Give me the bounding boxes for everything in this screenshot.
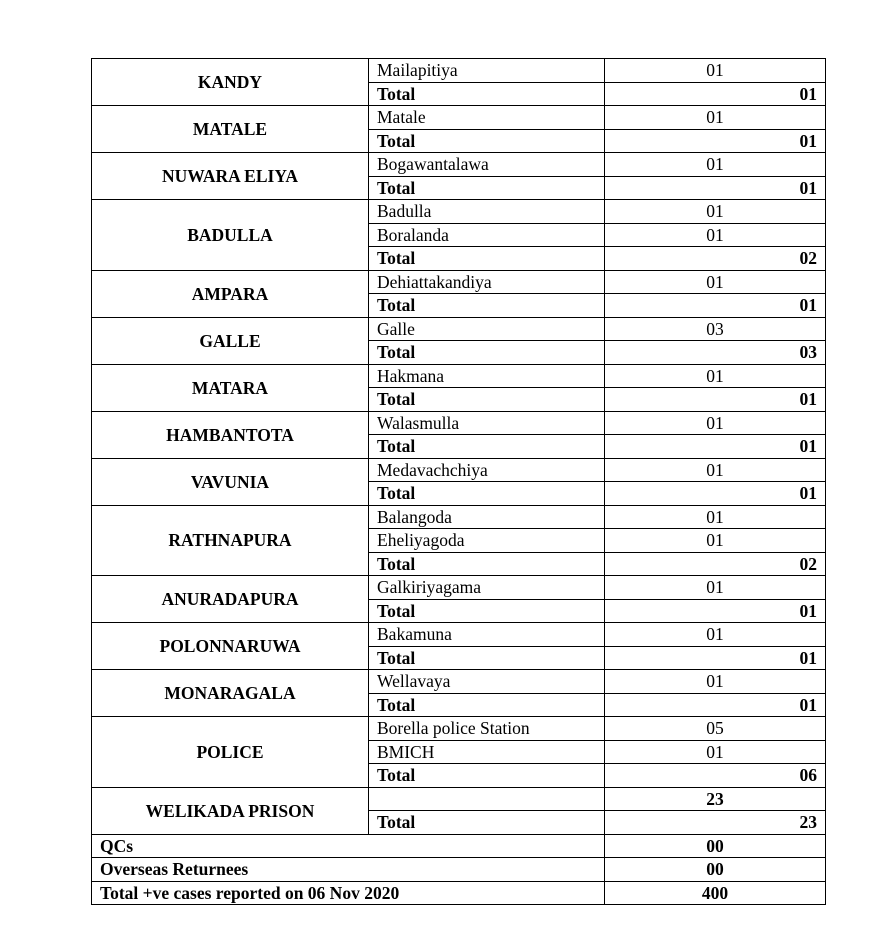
summary-value: 00 xyxy=(605,858,826,882)
district-total: 01 xyxy=(605,482,826,506)
table-row xyxy=(92,364,826,388)
summary-value: 00 xyxy=(605,834,826,858)
table-row xyxy=(92,717,826,741)
total-label: Total xyxy=(369,811,605,835)
district-total: 03 xyxy=(605,341,826,365)
summary-label: Total +ve cases reported on 06 Nov 2020 xyxy=(92,881,605,905)
place-name: Medavachchiya xyxy=(369,458,605,482)
place-count: 01 xyxy=(605,106,826,130)
place-name: Mailapitiya xyxy=(369,59,605,83)
total-label: Total xyxy=(369,176,605,200)
place-count: 01 xyxy=(605,740,826,764)
place-count: 01 xyxy=(605,59,826,83)
summary-row xyxy=(92,834,826,858)
place-count: 01 xyxy=(605,223,826,247)
place-count: 01 xyxy=(605,623,826,647)
district-total: 06 xyxy=(605,764,826,788)
total-label: Total xyxy=(369,482,605,506)
table-row xyxy=(92,200,826,224)
place-name: Bogawantalawa xyxy=(369,153,605,177)
total-label: Total xyxy=(369,599,605,623)
total-label: Total xyxy=(369,341,605,365)
total-label: Total xyxy=(369,388,605,412)
total-label: Total xyxy=(369,764,605,788)
total-label: Total xyxy=(369,247,605,271)
table-row xyxy=(92,576,826,600)
place-name: Hakmana xyxy=(369,364,605,388)
district-name: WELIKADA PRISON xyxy=(92,787,369,834)
summary-row xyxy=(92,881,826,905)
place-count: 01 xyxy=(605,670,826,694)
total-label: Total xyxy=(369,552,605,576)
summary-value: 400 xyxy=(605,881,826,905)
table-row xyxy=(92,458,826,482)
summary-row xyxy=(92,858,826,882)
place-count: 23 xyxy=(605,787,826,811)
district-total: 02 xyxy=(605,552,826,576)
place-count: 01 xyxy=(605,576,826,600)
place-count: 01 xyxy=(605,411,826,435)
district-total: 02 xyxy=(605,247,826,271)
place-count: 01 xyxy=(605,364,826,388)
place-name: BMICH xyxy=(369,740,605,764)
district-name: NUWARA ELIYA xyxy=(92,153,369,200)
district-total: 01 xyxy=(605,435,826,459)
district-total: 01 xyxy=(605,294,826,318)
place-name: Eheliyagoda xyxy=(369,529,605,553)
district-name: AMPARA xyxy=(92,270,369,317)
total-label: Total xyxy=(369,646,605,670)
table-row xyxy=(92,787,826,811)
place-name xyxy=(369,787,605,811)
table-row xyxy=(92,317,826,341)
place-name: Dehiattakandiya xyxy=(369,270,605,294)
place-count: 01 xyxy=(605,529,826,553)
place-name: Boralanda xyxy=(369,223,605,247)
place-name: Badulla xyxy=(369,200,605,224)
place-name: Galle xyxy=(369,317,605,341)
place-count: 01 xyxy=(605,505,826,529)
summary-label: QCs xyxy=(92,834,605,858)
summary-label: Overseas Returnees xyxy=(92,858,605,882)
place-name: Wellavaya xyxy=(369,670,605,694)
table-row xyxy=(92,59,826,83)
table-row xyxy=(92,623,826,647)
table-row xyxy=(92,270,826,294)
district-total: 01 xyxy=(605,388,826,412)
cases-table xyxy=(91,58,826,905)
total-label: Total xyxy=(369,435,605,459)
place-name: Matale xyxy=(369,106,605,130)
district-name: MATALE xyxy=(92,106,369,153)
district-total: 01 xyxy=(605,82,826,106)
place-count: 01 xyxy=(605,200,826,224)
district-total: 01 xyxy=(605,599,826,623)
place-count: 05 xyxy=(605,717,826,741)
table-row xyxy=(92,411,826,435)
district-name: ANURADAPURA xyxy=(92,576,369,623)
district-name: KANDY xyxy=(92,59,369,106)
total-label: Total xyxy=(369,693,605,717)
place-count: 03 xyxy=(605,317,826,341)
district-name: MATARA xyxy=(92,364,369,411)
place-name: Borella police Station xyxy=(369,717,605,741)
table-row xyxy=(92,106,826,130)
district-total: 01 xyxy=(605,129,826,153)
district-total: 23 xyxy=(605,811,826,835)
place-name: Walasmulla xyxy=(369,411,605,435)
place-count: 01 xyxy=(605,270,826,294)
district-name: POLONNARUWA xyxy=(92,623,369,670)
district-name: POLICE xyxy=(92,717,369,788)
place-name: Bakamuna xyxy=(369,623,605,647)
table-row xyxy=(92,505,826,529)
district-total: 01 xyxy=(605,176,826,200)
district-total: 01 xyxy=(605,646,826,670)
place-count: 01 xyxy=(605,153,826,177)
district-name: MONARAGALA xyxy=(92,670,369,717)
total-label: Total xyxy=(369,82,605,106)
total-label: Total xyxy=(369,129,605,153)
table-row xyxy=(92,670,826,694)
district-name: GALLE xyxy=(92,317,369,364)
district-total: 01 xyxy=(605,693,826,717)
district-name: HAMBANTOTA xyxy=(92,411,369,458)
place-count: 01 xyxy=(605,458,826,482)
district-name: BADULLA xyxy=(92,200,369,271)
place-name: Galkiriyagama xyxy=(369,576,605,600)
place-name: Balangoda xyxy=(369,505,605,529)
table-row xyxy=(92,153,826,177)
district-name: RATHNAPURA xyxy=(92,505,369,576)
total-label: Total xyxy=(369,294,605,318)
district-name: VAVUNIA xyxy=(92,458,369,505)
